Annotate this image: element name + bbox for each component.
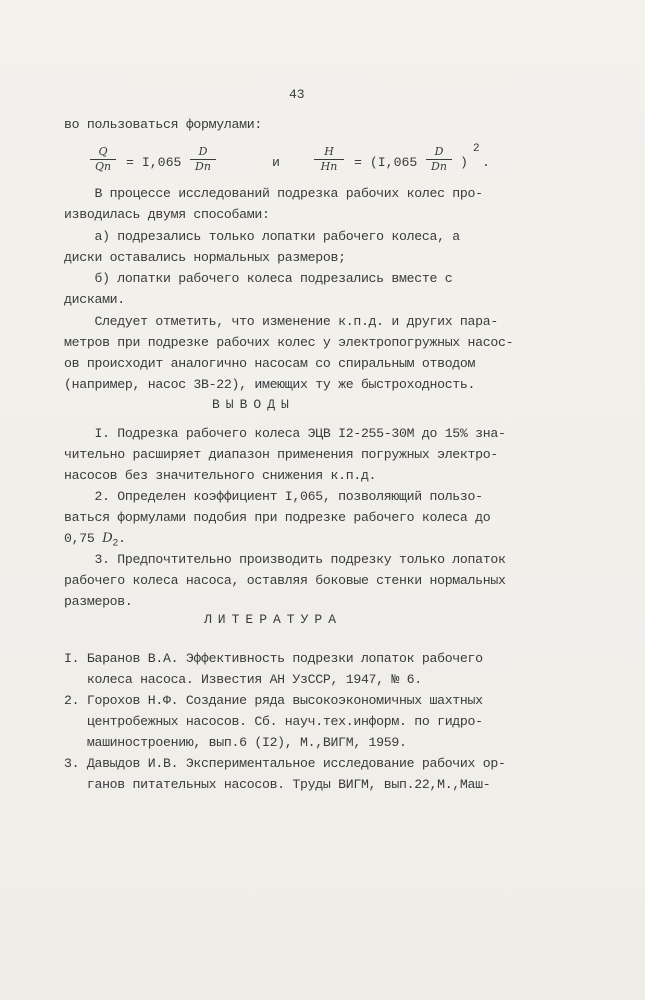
intro-line: во пользоваться формулами: bbox=[64, 117, 262, 132]
reference-item: ганов питательных насосов. Труды ВИГМ, вып.22,М.,Маш- bbox=[64, 777, 491, 792]
reference-item: колеса насоса. Известия АН УзССР, 1947, № 6. bbox=[64, 672, 422, 687]
text-line: диски оставались нормальных размеров; bbox=[64, 250, 346, 265]
d2-line: 0,75 $D_2$. bbox=[64, 531, 126, 550]
text-line: 3. Предпочтительно производить подрезку только лопаток bbox=[64, 552, 506, 567]
fraction-d2: D Dп bbox=[426, 146, 452, 173]
text-line: 2. Определен коэффициент I,065, позволяющий пользо- bbox=[64, 489, 483, 504]
text-line: размеров. bbox=[64, 594, 133, 609]
text-line: Следует отметить, что изменение к.п.д. и других пара- bbox=[64, 314, 498, 329]
literature-heading: ЛИТЕРАТУРА bbox=[204, 612, 343, 627]
page-number: 43 bbox=[289, 87, 305, 102]
text-line: насосов без значительного снижения к.п.д. bbox=[64, 468, 377, 483]
fraction-h: H Hп bbox=[314, 146, 344, 173]
text-line: рабочего колеса насоса, оставляя боковые стенки нормальных bbox=[64, 573, 506, 588]
document-page: 43 во пользоваться формулами: Q Qп = I,065 D Dп и H Hп = (I,065 D Dп ) 2 . В процессе исследований подрезка рабочих колес про- изводилась двумя способами: а) подрезались только лопатки рабочего колеса, а диски оставались нормальных размеров; б) лопатки рабочего колеса подрезались вместе с дисками. Следует отметить, что изменение к.п.д. и других пара- метров при подрезке рабочих колес у электропогружных насос- ов происходит аналогично насосам со спиральным отводом (например, насос 3В-22), имеющих ту же быстроходность. ВЫВОДЫ I. Подрезка рабочего колеса ЭЦВ I2-255-30М до 15% зна- чительно расширяет диапазон применения погружных электро- насосов без значительного снижения к.п.д. 2. Определен коэффициент I,065, позволяющий пользо- ваться формулами подобия при подрезке рабочего колеса до 0,75 $D_2$. 3. Предпочтительно производить подрезку только лопаток рабочего колеса насоса, оставляя боковые стенки нормальных размеров. ЛИТЕРАТУРА I. Баранов В.А. Эффективность подрезки лопаток рабочего колеса насоса. Известия АН УзССР, 1947, № 6. 2. Горохов Н.Ф. Создание ряда высокоэкономичных шахтных центробежных насосов. Сб. науч.тех.информ. по гидро- машиностроению, вып.6 (I2), М.,ВИГМ, 1959. 3. Давыдов И.В. Экспериментальное исследование рабочих ор- ганов питательных насосов. Труды ВИГМ, вып.22,М.,Маш- bbox=[0, 0, 645, 1000]
text-line: чительно расширяет диапазон применения погружных электро- bbox=[64, 447, 498, 462]
text-line: ваться формулами подобия при подрезке рабочего колеса до bbox=[64, 510, 491, 525]
text-line: метров при подрезке рабочих колес у электропогружных насос- bbox=[64, 335, 514, 350]
text-line: I. Подрезка рабочего колеса ЭЦВ I2-255-30М до 15% зна- bbox=[64, 426, 506, 441]
text-line: б) лопатки рабочего колеса подрезались вместе с bbox=[64, 271, 453, 286]
text-line: (например, насос 3В-22), имеющих ту же быстроходность. bbox=[64, 377, 476, 392]
text-line: изводилась двумя способами: bbox=[64, 207, 270, 222]
reference-item: 2. Горохов Н.Ф. Создание ряда высокоэкономичных шахтных bbox=[64, 693, 483, 708]
conclusions-heading: ВЫВОДЫ bbox=[212, 397, 295, 412]
reference-item: машиностроению, вып.6 (I2), М.,ВИГМ, 1959. bbox=[64, 735, 407, 750]
text-line: ов происходит аналогично насосам со спиральным отводом bbox=[64, 356, 476, 371]
reference-item: центробежных насосов. Сб. науч.тех.информ. по гидро- bbox=[64, 714, 483, 729]
reference-item: 3. Давыдов И.В. Экспериментальное исследование рабочих ор- bbox=[64, 756, 506, 771]
reference-item: I. Баранов В.А. Эффективность подрезки лопаток рабочего bbox=[64, 651, 483, 666]
fraction-q: Q Qп bbox=[90, 146, 116, 173]
text-line: дисками. bbox=[64, 292, 125, 307]
fraction-d1: D Dп bbox=[190, 146, 216, 173]
text-line: а) подрезались только лопатки рабочего колеса, а bbox=[64, 229, 460, 244]
text-line: В процессе исследований подрезка рабочих колес про- bbox=[64, 186, 483, 201]
